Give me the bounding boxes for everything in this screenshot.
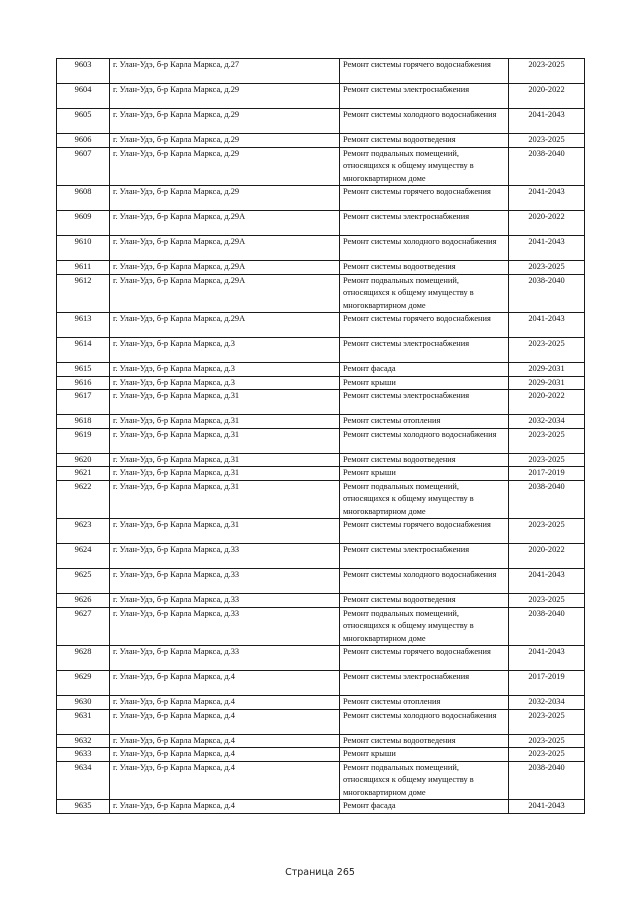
table-row bbox=[57, 338, 585, 363]
address-cell: г. Улан-Удэ, б-р Карла Маркса, д.31 bbox=[110, 428, 340, 453]
period-cell: 2041-2043 bbox=[509, 646, 585, 671]
work-type-cell: Ремонт системы водоотведения bbox=[340, 734, 509, 748]
work-type-cell: Ремонт системы электроснабжения bbox=[340, 84, 509, 109]
row-number-cell: 9606 bbox=[57, 134, 110, 148]
period-cell: 2041-2043 bbox=[509, 569, 585, 594]
period-cell: 2032-2034 bbox=[509, 415, 585, 429]
work-type-cell: Ремонт системы холодного водоснабжения bbox=[340, 569, 509, 594]
row-number-cell: 9628 bbox=[57, 646, 110, 671]
row-number-cell: 9635 bbox=[57, 800, 110, 814]
period-cell: 2023-2025 bbox=[509, 748, 585, 762]
work-type-cell: Ремонт подвальных помещений, относящихся к общему имуществу в многоквартирном доме bbox=[340, 607, 509, 646]
work-type-cell: Ремонт системы водоотведения bbox=[340, 261, 509, 275]
period-cell: 2023-2025 bbox=[509, 709, 585, 734]
table-row bbox=[57, 544, 585, 569]
row-number-cell: 9618 bbox=[57, 415, 110, 429]
page-number: Страница 265 bbox=[285, 867, 355, 878]
row-number-cell: 9634 bbox=[57, 761, 110, 800]
period-cell: 2038-2040 bbox=[509, 761, 585, 800]
row-number-cell: 9633 bbox=[57, 748, 110, 762]
address-cell: г. Улан-Удэ, б-р Карла Маркса, д.4 bbox=[110, 709, 340, 734]
row-number-cell: 9626 bbox=[57, 594, 110, 608]
period-cell: 2041-2043 bbox=[509, 109, 585, 134]
address-cell: г. Улан-Удэ, б-р Карла Маркса, д.33 bbox=[110, 646, 340, 671]
work-type-cell: Ремонт крыши bbox=[340, 748, 509, 762]
work-type-cell: Ремонт системы отопления bbox=[340, 415, 509, 429]
period-cell: 2038-2040 bbox=[509, 480, 585, 519]
period-cell: 2023-2025 bbox=[509, 59, 585, 84]
row-number-cell: 9623 bbox=[57, 519, 110, 544]
table-row bbox=[57, 709, 585, 734]
address-cell: г. Улан-Удэ, б-р Карла Маркса, д.27 bbox=[110, 59, 340, 84]
table-row bbox=[57, 646, 585, 671]
work-type-cell: Ремонт системы холодного водоснабжения bbox=[340, 236, 509, 261]
address-cell: г. Улан-Удэ, б-р Карла Маркса, д.31 bbox=[110, 390, 340, 415]
address-cell: г. Улан-Удэ, б-р Карла Маркса, д.4 bbox=[110, 748, 340, 762]
row-number-cell: 9608 bbox=[57, 186, 110, 211]
work-type-cell: Ремонт системы водоотведения bbox=[340, 594, 509, 608]
row-number-cell: 9622 bbox=[57, 480, 110, 519]
work-type-cell: Ремонт системы горячего водоснабжения bbox=[340, 313, 509, 338]
table-row bbox=[57, 467, 585, 481]
table-row bbox=[57, 428, 585, 453]
table-row bbox=[57, 569, 585, 594]
work-type-cell: Ремонт подвальных помещений, относящихся к общему имуществу в многоквартирном доме bbox=[340, 147, 509, 186]
table-row bbox=[57, 274, 585, 313]
row-number-cell: 9630 bbox=[57, 696, 110, 710]
address-cell: г. Улан-Удэ, б-р Карла Маркса, д.4 bbox=[110, 734, 340, 748]
table-row bbox=[57, 211, 585, 236]
work-type-cell: Ремонт системы холодного водоснабжения bbox=[340, 109, 509, 134]
table-row bbox=[57, 748, 585, 762]
table-row bbox=[57, 696, 585, 710]
table-row bbox=[57, 147, 585, 186]
address-cell: г. Улан-Удэ, б-р Карла Маркса, д.29А bbox=[110, 261, 340, 275]
row-number-cell: 9629 bbox=[57, 671, 110, 696]
row-number-cell: 9621 bbox=[57, 467, 110, 481]
address-cell: г. Улан-Удэ, б-р Карла Маркса, д.31 bbox=[110, 480, 340, 519]
row-number-cell: 9616 bbox=[57, 376, 110, 390]
period-cell: 2023-2025 bbox=[509, 261, 585, 275]
address-cell: г. Улан-Удэ, б-р Карла Маркса, д.33 bbox=[110, 607, 340, 646]
table-row bbox=[57, 480, 585, 519]
period-cell: 2041-2043 bbox=[509, 800, 585, 814]
table-row bbox=[57, 376, 585, 390]
work-type-cell: Ремонт фасада bbox=[340, 800, 509, 814]
table-row bbox=[57, 761, 585, 800]
work-type-cell: Ремонт подвальных помещений, относящихся к общему имуществу в многоквартирном доме bbox=[340, 761, 509, 800]
table-row bbox=[57, 734, 585, 748]
address-cell: г. Улан-Удэ, б-р Карла Маркса, д.3 bbox=[110, 338, 340, 363]
work-type-cell: Ремонт подвальных помещений, относящихся к общему имуществу в многоквартирном доме bbox=[340, 274, 509, 313]
address-cell: г. Улан-Удэ, б-р Карла Маркса, д.29А bbox=[110, 274, 340, 313]
period-cell: 2041-2043 bbox=[509, 236, 585, 261]
address-cell: г. Улан-Удэ, б-р Карла Маркса, д.33 bbox=[110, 569, 340, 594]
table-body bbox=[57, 59, 585, 814]
period-cell: 2038-2040 bbox=[509, 607, 585, 646]
address-cell: г. Улан-Удэ, б-р Карла Маркса, д.31 bbox=[110, 415, 340, 429]
period-cell: 2020-2022 bbox=[509, 544, 585, 569]
table-row bbox=[57, 236, 585, 261]
table-row bbox=[57, 186, 585, 211]
address-cell: г. Улан-Удэ, б-р Карла Маркса, д.31 bbox=[110, 519, 340, 544]
work-type-cell: Ремонт системы отопления bbox=[340, 696, 509, 710]
work-type-cell: Ремонт системы горячего водоснабжения bbox=[340, 186, 509, 211]
address-cell: г. Улан-Удэ, б-р Карла Маркса, д.31 bbox=[110, 467, 340, 481]
row-number-cell: 9605 bbox=[57, 109, 110, 134]
row-number-cell: 9612 bbox=[57, 274, 110, 313]
address-cell: г. Улан-Удэ, б-р Карла Маркса, д.3 bbox=[110, 363, 340, 377]
period-cell: 2029-2031 bbox=[509, 363, 585, 377]
address-cell: г. Улан-Удэ, б-р Карла Маркса, д.29А bbox=[110, 236, 340, 261]
address-cell: г. Улан-Удэ, б-р Карла Маркса, д.29 bbox=[110, 186, 340, 211]
row-number-cell: 9611 bbox=[57, 261, 110, 275]
row-number-cell: 9627 bbox=[57, 607, 110, 646]
row-number-cell: 9615 bbox=[57, 363, 110, 377]
period-cell: 2023-2025 bbox=[509, 453, 585, 467]
table-row bbox=[57, 453, 585, 467]
table-row bbox=[57, 313, 585, 338]
work-type-cell: Ремонт системы электроснабжения bbox=[340, 338, 509, 363]
work-type-cell: Ремонт системы водоотведения bbox=[340, 134, 509, 148]
work-type-cell: Ремонт системы электроснабжения bbox=[340, 211, 509, 236]
work-type-cell: Ремонт системы электроснабжения bbox=[340, 544, 509, 569]
row-number-cell: 9607 bbox=[57, 147, 110, 186]
period-cell: 2017-2019 bbox=[509, 671, 585, 696]
table-row bbox=[57, 109, 585, 134]
period-cell: 2038-2040 bbox=[509, 147, 585, 186]
table-row bbox=[57, 261, 585, 275]
period-cell: 2029-2031 bbox=[509, 376, 585, 390]
table-row bbox=[57, 363, 585, 377]
row-number-cell: 9610 bbox=[57, 236, 110, 261]
work-type-cell: Ремонт крыши bbox=[340, 376, 509, 390]
address-cell: г. Улан-Удэ, б-р Карла Маркса, д.31 bbox=[110, 453, 340, 467]
row-number-cell: 9625 bbox=[57, 569, 110, 594]
work-type-cell: Ремонт подвальных помещений, относящихся к общему имуществу в многоквартирном доме bbox=[340, 480, 509, 519]
address-cell: г. Улан-Удэ, б-р Карла Маркса, д.29А bbox=[110, 211, 340, 236]
row-number-cell: 9604 bbox=[57, 84, 110, 109]
period-cell: 2023-2025 bbox=[509, 519, 585, 544]
address-cell: г. Улан-Удэ, б-р Карла Маркса, д.3 bbox=[110, 376, 340, 390]
table-row bbox=[57, 519, 585, 544]
period-cell: 2041-2043 bbox=[509, 186, 585, 211]
row-number-cell: 9620 bbox=[57, 453, 110, 467]
period-cell: 2038-2040 bbox=[509, 274, 585, 313]
period-cell: 2020-2022 bbox=[509, 390, 585, 415]
work-type-cell: Ремонт системы горячего водоснабжения bbox=[340, 646, 509, 671]
table-row bbox=[57, 415, 585, 429]
address-cell: г. Улан-Удэ, б-р Карла Маркса, д.33 bbox=[110, 594, 340, 608]
table-row bbox=[57, 390, 585, 415]
row-number-cell: 9624 bbox=[57, 544, 110, 569]
period-cell: 2041-2043 bbox=[509, 313, 585, 338]
work-type-cell: Ремонт системы электроснабжения bbox=[340, 390, 509, 415]
row-number-cell: 9609 bbox=[57, 211, 110, 236]
row-number-cell: 9613 bbox=[57, 313, 110, 338]
period-cell: 2023-2025 bbox=[509, 338, 585, 363]
table-row bbox=[57, 607, 585, 646]
work-type-cell: Ремонт крыши bbox=[340, 467, 509, 481]
address-cell: г. Улан-Удэ, б-р Карла Маркса, д.29 bbox=[110, 109, 340, 134]
address-cell: г. Улан-Удэ, б-р Карла Маркса, д.29 bbox=[110, 84, 340, 109]
row-number-cell: 9619 bbox=[57, 428, 110, 453]
address-cell: г. Улан-Удэ, б-р Карла Маркса, д.29А bbox=[110, 313, 340, 338]
period-cell: 2023-2025 bbox=[509, 734, 585, 748]
row-number-cell: 9617 bbox=[57, 390, 110, 415]
period-cell: 2023-2025 bbox=[509, 428, 585, 453]
address-cell: г. Улан-Удэ, б-р Карла Маркса, д.4 bbox=[110, 671, 340, 696]
row-number-cell: 9614 bbox=[57, 338, 110, 363]
period-cell: 2020-2022 bbox=[509, 84, 585, 109]
address-cell: г. Улан-Удэ, б-р Карла Маркса, д.29 bbox=[110, 147, 340, 186]
address-cell: г. Улан-Удэ, б-р Карла Маркса, д.4 bbox=[110, 696, 340, 710]
work-type-cell: Ремонт системы холодного водоснабжения bbox=[340, 709, 509, 734]
period-cell: 2023-2025 bbox=[509, 134, 585, 148]
period-cell: 2023-2025 bbox=[509, 594, 585, 608]
work-type-cell: Ремонт системы горячего водоснабжения bbox=[340, 59, 509, 84]
work-type-cell: Ремонт системы холодного водоснабжения bbox=[340, 428, 509, 453]
address-cell: г. Улан-Удэ, б-р Карла Маркса, д.29 bbox=[110, 134, 340, 148]
table-row bbox=[57, 671, 585, 696]
capital-repair-schedule-table bbox=[56, 58, 585, 814]
table-row bbox=[57, 84, 585, 109]
address-cell: г. Улан-Удэ, б-р Карла Маркса, д.33 bbox=[110, 544, 340, 569]
address-cell: г. Улан-Удэ, б-р Карла Маркса, д.4 bbox=[110, 800, 340, 814]
row-number-cell: 9631 bbox=[57, 709, 110, 734]
row-number-cell: 9632 bbox=[57, 734, 110, 748]
period-cell: 2032-2034 bbox=[509, 696, 585, 710]
address-cell: г. Улан-Удэ, б-р Карла Маркса, д.4 bbox=[110, 761, 340, 800]
period-cell: 2017-2019 bbox=[509, 467, 585, 481]
table-row bbox=[57, 594, 585, 608]
work-type-cell: Ремонт системы горячего водоснабжения bbox=[340, 519, 509, 544]
row-number-cell: 9603 bbox=[57, 59, 110, 84]
period-cell: 2020-2022 bbox=[509, 211, 585, 236]
table-row bbox=[57, 134, 585, 148]
work-type-cell: Ремонт системы водоотведения bbox=[340, 453, 509, 467]
table-row bbox=[57, 59, 585, 84]
work-type-cell: Ремонт системы электроснабжения bbox=[340, 671, 509, 696]
table-row bbox=[57, 800, 585, 814]
work-type-cell: Ремонт фасада bbox=[340, 363, 509, 377]
